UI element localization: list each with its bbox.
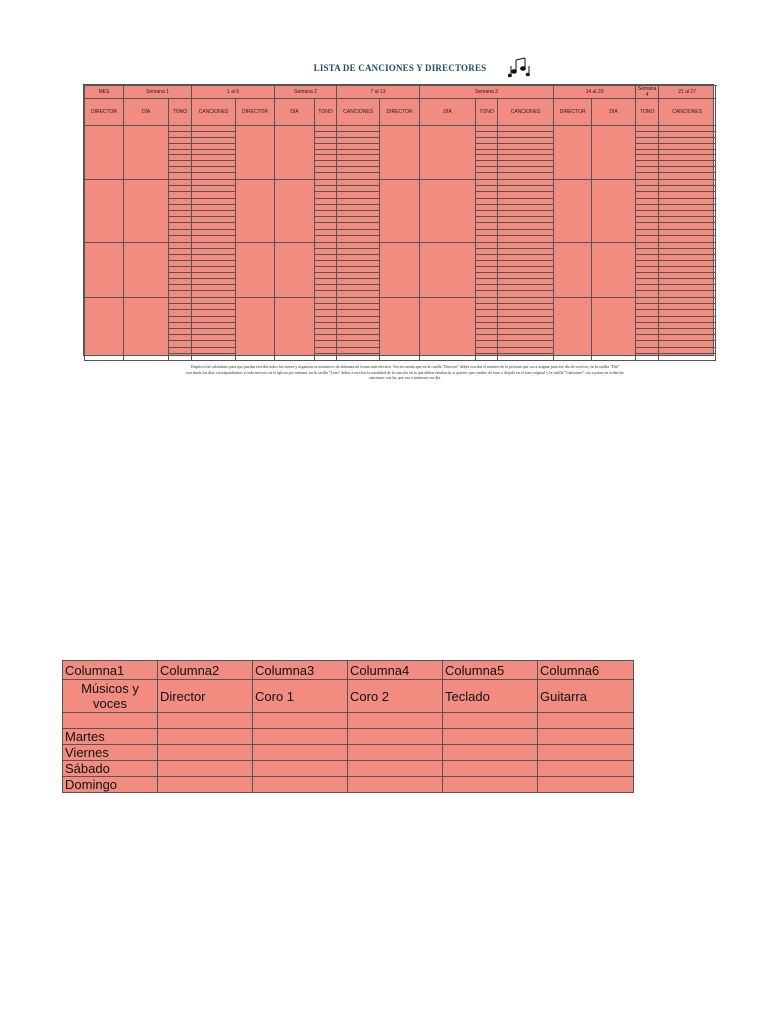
day-cell[interactable] (275, 243, 315, 298)
entry-line[interactable] (498, 291, 553, 297)
column-header: TONO (315, 99, 337, 126)
week-3-label: Semana 3 (420, 86, 554, 99)
empty-cell[interactable] (158, 729, 253, 745)
songs-cell[interactable] (659, 180, 716, 243)
entry-line[interactable] (169, 291, 191, 297)
service-block-row (85, 180, 716, 243)
tone-cell[interactable] (636, 126, 659, 180)
director-cell[interactable] (236, 126, 275, 180)
entry-line[interactable] (659, 291, 715, 297)
column-header: DIRECTOR (85, 99, 124, 126)
entry-line[interactable] (337, 173, 379, 179)
guitar-label: Guitarra (538, 680, 634, 713)
tone-cell[interactable] (636, 243, 659, 298)
entry-line[interactable] (498, 354, 553, 360)
column-1-header: Columna1 (63, 661, 158, 680)
entry-line[interactable] (315, 354, 336, 360)
entry-line[interactable] (498, 236, 553, 242)
tone-cell[interactable] (315, 243, 337, 298)
week-3-range: 14 al 20 (554, 86, 636, 99)
tone-cell[interactable] (315, 180, 337, 243)
director-label: Director (158, 680, 253, 713)
song-schedule-table (83, 84, 714, 356)
director-cell[interactable] (380, 243, 420, 298)
column-header: CANCIONES (192, 99, 236, 126)
keyboard-label: Teclado (443, 680, 538, 713)
empty-cell[interactable] (538, 777, 634, 793)
entry-line[interactable] (192, 173, 235, 179)
entry-line[interactable] (169, 236, 191, 242)
entry-line[interactable] (659, 354, 715, 360)
column-header: DIRECTOR (236, 99, 275, 126)
day-cell[interactable] (592, 298, 636, 361)
week-2-range: 7 al 13 (337, 86, 420, 99)
director-cell[interactable] (236, 298, 275, 361)
column-header: TONO (169, 99, 192, 126)
week-2-label: Semana 2 (275, 86, 337, 99)
week-4-label: Semana 4 (636, 86, 659, 99)
entry-line[interactable] (337, 354, 379, 360)
director-cell[interactable] (236, 243, 275, 298)
songs-cell[interactable] (659, 298, 716, 361)
day-cell[interactable] (420, 126, 476, 180)
entry-line[interactable] (476, 354, 497, 360)
songs-cell[interactable] (498, 180, 554, 243)
songs-cell[interactable] (337, 180, 380, 243)
entry-line[interactable] (498, 173, 553, 179)
tone-cell[interactable] (476, 298, 498, 361)
empty-cell[interactable] (253, 761, 348, 777)
director-cell[interactable] (554, 180, 592, 243)
musicians-table (62, 660, 634, 793)
column-2-header: Columna2 (158, 661, 253, 680)
director-cell[interactable] (85, 243, 124, 298)
empty-cell[interactable] (538, 729, 634, 745)
songs-cell[interactable] (498, 298, 554, 361)
entry-line[interactable] (192, 291, 235, 297)
director-cell[interactable] (380, 298, 420, 361)
songs-cell[interactable] (498, 126, 554, 180)
entry-line[interactable] (315, 173, 336, 179)
empty-cell[interactable] (158, 777, 253, 793)
empty-cell[interactable] (443, 729, 538, 745)
column-header: CANCIONES (498, 99, 554, 126)
empty-cell[interactable] (348, 761, 443, 777)
week-1-label: Semana 1 (124, 86, 192, 99)
entry-line[interactable] (476, 173, 497, 179)
director-cell[interactable] (85, 298, 124, 361)
column-header: DIRECTOR (380, 99, 420, 126)
week-4-range: 21 al 27 (659, 86, 716, 99)
column-header: DIRECTOR (554, 99, 592, 126)
day-viernes: Viernes (63, 745, 158, 761)
entry-line[interactable] (169, 173, 191, 179)
service-block-row (85, 298, 716, 361)
songs-cell[interactable] (337, 298, 380, 361)
column-header: TONO (636, 99, 659, 126)
entry-line[interactable] (636, 173, 658, 179)
day-cell[interactable] (124, 126, 169, 180)
day-cell[interactable] (420, 298, 476, 361)
day-cell[interactable] (275, 180, 315, 243)
day-cell[interactable] (420, 243, 476, 298)
empty-cell[interactable] (253, 745, 348, 761)
musicians-label: Músicos y voces (63, 680, 158, 713)
day-sabado: Sábado (63, 761, 158, 777)
entry-line[interactable] (192, 236, 235, 242)
tone-cell[interactable] (476, 180, 498, 243)
tone-cell[interactable] (636, 298, 659, 361)
tone-cell[interactable] (315, 126, 337, 180)
entry-line[interactable] (636, 291, 658, 297)
songs-cell[interactable] (337, 126, 380, 180)
songs-cell[interactable] (498, 243, 554, 298)
tone-cell[interactable] (169, 126, 192, 180)
day-cell[interactable] (420, 180, 476, 243)
director-cell[interactable] (85, 180, 124, 243)
songs-cell[interactable] (192, 243, 236, 298)
column-header: TONO (476, 99, 498, 126)
column-header: DÍA (275, 99, 315, 126)
music-notes-icon (508, 56, 532, 78)
instructions-text: Duplica este calendario para que puedas escribir todos los meses y organizar tu ministerio de alabanza de forma más efectiva. Ten en cuenta que en la casilla "Director" debes escribir el nombre de la persona que vas a asignar para ese día de servicio, en la casilla "Día" escribirás los días correspondientes a cada servicio en la iglesia por semana, en la casilla "Tono" debes a escribir la tonalidad de la canción en la que deben estudiarla, si quieres que cambio de tono o dejarla en el tono original y la casilla "Canciones" vas a poner en orden las canciones con las que vas a ministrar ese día. (186, 364, 624, 380)
empty-cell[interactable] (63, 713, 158, 729)
column-header: CANCIONES (337, 99, 380, 126)
entry-line[interactable] (192, 354, 235, 360)
entry-line[interactable] (476, 291, 497, 297)
songs-cell[interactable] (337, 243, 380, 298)
day-cell[interactable] (275, 126, 315, 180)
day-domingo: Domingo (63, 777, 158, 793)
empty-cell[interactable] (348, 729, 443, 745)
director-cell[interactable] (236, 180, 275, 243)
column-header: DÍA (124, 99, 169, 126)
day-cell[interactable] (124, 298, 169, 361)
director-cell[interactable] (380, 180, 420, 243)
empty-cell[interactable] (253, 729, 348, 745)
tone-cell[interactable] (169, 298, 192, 361)
day-cell[interactable] (592, 126, 636, 180)
director-cell[interactable] (554, 243, 592, 298)
column-4-header: Columna4 (348, 661, 443, 680)
empty-cell[interactable] (158, 761, 253, 777)
empty-cell[interactable] (538, 713, 634, 729)
day-cell[interactable] (592, 180, 636, 243)
service-block-row (85, 243, 716, 298)
tone-cell[interactable] (169, 243, 192, 298)
director-cell[interactable] (85, 126, 124, 180)
day-martes: Martes (63, 729, 158, 745)
director-cell[interactable] (554, 298, 592, 361)
column-header: CANCIONES (659, 99, 716, 126)
empty-cell[interactable] (538, 761, 634, 777)
empty-cell[interactable] (443, 761, 538, 777)
entry-line[interactable] (476, 236, 497, 242)
empty-cell[interactable] (158, 713, 253, 729)
column-5-header: Columna5 (443, 661, 538, 680)
songs-cell[interactable] (659, 126, 716, 180)
entry-line[interactable] (315, 236, 336, 242)
director-cell[interactable] (380, 126, 420, 180)
empty-cell[interactable] (443, 713, 538, 729)
empty-cell[interactable] (348, 745, 443, 761)
week-1-range: 1 al 6 (192, 86, 275, 99)
director-cell[interactable] (554, 126, 592, 180)
entry-line[interactable] (337, 291, 379, 297)
day-cell[interactable] (124, 243, 169, 298)
empty-cell[interactable] (443, 745, 538, 761)
empty-cell[interactable] (538, 745, 634, 761)
empty-cell[interactable] (348, 777, 443, 793)
choir-1-label: Coro 1 (253, 680, 348, 713)
empty-cell[interactable] (158, 745, 253, 761)
tone-cell[interactable] (169, 180, 192, 243)
choir-2-label: Coro 2 (348, 680, 443, 713)
entry-line[interactable] (636, 236, 658, 242)
tone-cell[interactable] (636, 180, 659, 243)
entry-line[interactable] (636, 354, 658, 360)
songs-cell[interactable] (192, 180, 236, 243)
day-cell[interactable] (124, 180, 169, 243)
empty-cell[interactable] (253, 777, 348, 793)
songs-cell[interactable] (192, 298, 236, 361)
day-cell[interactable] (592, 243, 636, 298)
entry-line[interactable] (169, 354, 191, 360)
entry-line[interactable] (315, 291, 336, 297)
column-header: DÍA (420, 99, 476, 126)
tone-cell[interactable] (476, 126, 498, 180)
entry-line[interactable] (337, 236, 379, 242)
entry-line[interactable] (659, 173, 715, 179)
songs-cell[interactable] (192, 126, 236, 180)
tone-cell[interactable] (476, 243, 498, 298)
day-cell[interactable] (275, 298, 315, 361)
column-header: DÍA (592, 99, 636, 126)
column-3-header: Columna3 (253, 661, 348, 680)
service-block-row (85, 126, 716, 180)
empty-cell[interactable] (443, 777, 538, 793)
empty-cell[interactable] (348, 713, 443, 729)
tone-cell[interactable] (315, 298, 337, 361)
page-title: LISTA DE CANCIONES Y DIRECTORES (313, 63, 487, 73)
month-label: MES (85, 86, 124, 99)
entry-line[interactable] (659, 236, 715, 242)
songs-cell[interactable] (659, 243, 716, 298)
column-6-header: Columna6 (538, 661, 634, 680)
empty-cell[interactable] (253, 713, 348, 729)
